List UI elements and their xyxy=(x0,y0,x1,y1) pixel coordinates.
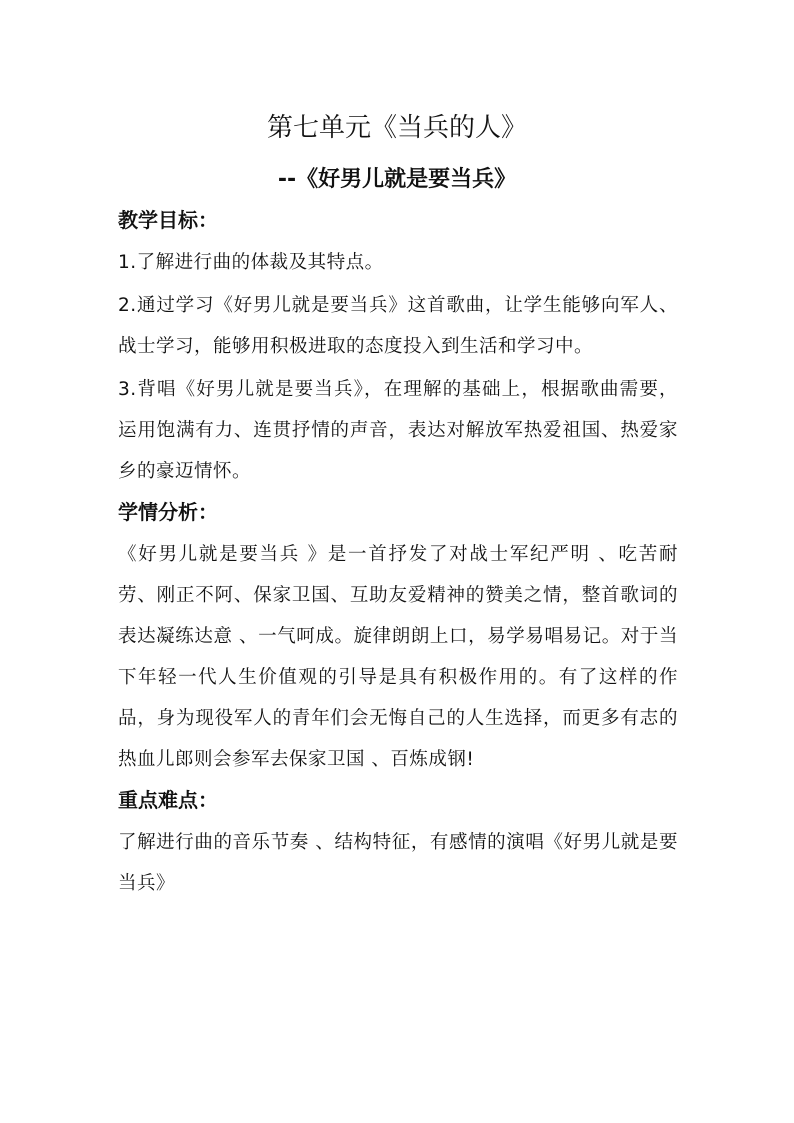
paragraph: 1.了解进行曲的体裁及其特点。 xyxy=(118,252,384,273)
section-heading: 教学目标： xyxy=(118,208,218,232)
paragraph: 2.通过学习《好男儿就是要当兵》这首歌曲，让学生能够向军人、战士学习，能够用积极进取的态度投入到生活和学习中。 xyxy=(118,295,678,357)
paragraph: 《好男儿就是要当兵 》是一首抒发了对战士军纪严明 、吃苦耐劳、刚正不阿、保家卫国、互助友爱精神的赞美之情，整首歌词的表达凝练达意 、一气呵成。旋律朗朗上口，易学易唱易记。对于当下年轻一代人生价值观的引导是具有积极作用的。有了这样的作品，身为现役军人的青年们会无悔自己的人生选择，而更多有志的热血儿郎则会参军去保家卫国 、百炼成钢! xyxy=(118,544,678,770)
page-subtitle: --《好男儿就是要当兵》 xyxy=(277,167,517,192)
page-title: 第七单元《当兵的人》 xyxy=(266,113,527,143)
section-learner-analysis xyxy=(118,494,678,780)
section-heading: 学情分析： xyxy=(118,500,218,524)
document-body xyxy=(118,202,678,906)
section-heading: 重点难点： xyxy=(118,788,218,812)
section-teaching-goals xyxy=(118,202,678,492)
paragraph: 了解进行曲的音乐节奏 、结构特征，有感情的演唱《好男儿就是要当兵》 xyxy=(118,832,678,894)
paragraph: 3.背唱《好男儿就是要当兵》，在理解的基础上，根据歌曲需要，运用饱满有力、连贯抒情的声音，表达对解放军热爱祖国、热爱家乡的豪迈情怀。 xyxy=(118,379,678,482)
section-key-difficulties xyxy=(118,782,678,904)
